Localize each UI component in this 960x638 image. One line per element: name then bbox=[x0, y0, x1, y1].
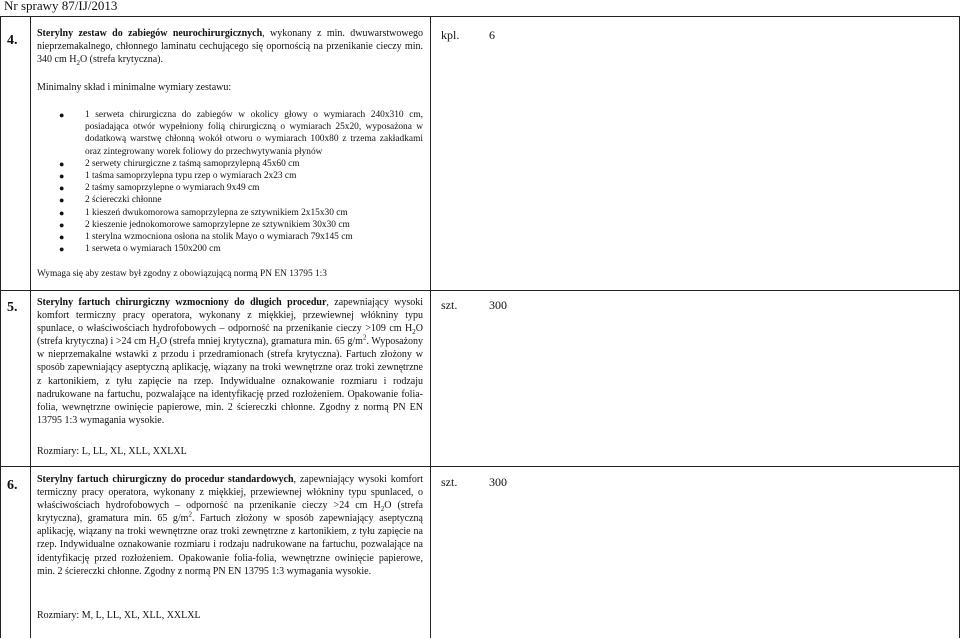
bullet-icon: ● bbox=[59, 171, 65, 182]
bullet-icon: ● bbox=[59, 219, 65, 230]
column-divider bbox=[30, 16, 31, 638]
row-divider bbox=[0, 290, 960, 291]
row-divider bbox=[0, 16, 960, 17]
row-description bbox=[37, 473, 423, 578]
bullet-icon: ● bbox=[59, 207, 65, 218]
row-unit: kpl. bbox=[441, 28, 460, 42]
row-quantity: 300 bbox=[489, 475, 507, 489]
row-title: Sterylny fartuch chirurgiczny wzmocniony do długich procedur bbox=[37, 297, 327, 308]
row-number: 4. bbox=[7, 33, 18, 48]
table-border-left bbox=[0, 16, 1, 638]
minimum-composition-label: Minimalny skład i minimalne wymiary zestawu: bbox=[37, 82, 232, 93]
bullet-icon: ● bbox=[59, 195, 65, 206]
composition-list bbox=[37, 109, 423, 255]
bullet-icon: ● bbox=[59, 232, 65, 243]
row-quantity: 6 bbox=[489, 28, 495, 42]
list-item: ● 2 ściereczki chłonne bbox=[59, 195, 162, 206]
row-description-text: , wykonany z min. dwuwarstwowego nieprzemakalnego, chłonnego laminatu cechującego się opornością na przenikanie cieczy min. 340 cm $H_2O$ (strefa krytyczna). bbox=[37, 28, 424, 68]
column-divider bbox=[430, 16, 431, 638]
row-description-text: , zapewniający wysoki komfort termiczny pracy operatora, wykonany z miękkiej, przewiewnej włókniny typu spunlace, o właściwościach hydrofobowych – odporność na przenikanie cieczy >109 cm $H_2O$ (strefa krytyczna) i >24 cm $H_2O$ (strefa mniej krytyczna), gramatura min. 65 $g/m^2$. Wyposażony w nieprzemakalne wstawki z przodu i przedramionach (strefa krytyczna). Fartuch złożony w sposób zapewniający aseptyczną aplikację, wiązany na troki wewnętrzne oraz troki zewnętrzne z kartonikiem, z tyłu zapięcie na rzep. Indywidualne oznakowanie rozmiaru i rodzaju nadrukowane na fartuchu, pozwalające na identyfikację przed rozłożeniem. Opakowanie folia-folia, wewnętrzne owinięcie papierowe, min. 2 ściereczki chłonne. Zgodny z normą PN EN 13795 1:3 wymagania wysokie. bbox=[37, 297, 423, 426]
bullet-icon: ● bbox=[59, 244, 65, 255]
list-item: ● 2 kieszenie jednokomorowe samoprzylepne ze sztywnikiem 30x30 cm bbox=[59, 219, 350, 230]
list-item: ● 2 taśmy samoprzylepne o wymiarach 9x49 cm bbox=[59, 183, 260, 194]
row-unit: szt. bbox=[441, 475, 458, 489]
row-number: 6. bbox=[7, 478, 18, 493]
row-title: Sterylny zestaw do zabiegów neurochirurgicznych bbox=[37, 28, 263, 39]
list-item: ● 2 serwety chirurgiczne z taśmą samoprzylepną 45x60 cm bbox=[59, 158, 300, 169]
standard-requirement: Wymaga się aby zestaw był zgodny z obowiązującą normą PN EN 13795 1:3 bbox=[37, 269, 327, 279]
list-item: ● 1 sterylna wzmocniona osłona na stolik Mayo o wymiarach 79x145 cm bbox=[59, 232, 353, 243]
list-item: ● 1 kieszeń dwukomorowa samoprzylepna ze sztywnikiem 2x15x30 cm bbox=[59, 207, 348, 218]
row-quantity: 300 bbox=[489, 298, 507, 312]
sizes-label: Rozmiary: M, L, LL, XL, XLL, XXLXL bbox=[37, 610, 201, 621]
list-item: ● 1 taśma samoprzylepna typu rzep o wymiarach 2x23 cm bbox=[59, 171, 297, 182]
row-description bbox=[37, 27, 423, 66]
row-number: 5. bbox=[7, 300, 18, 315]
row-title: Sterylny fartuch chirurgiczny do procedur standardowych bbox=[37, 474, 294, 485]
sizes-label: Rozmiary: L, LL, XL, XLL, XXLXL bbox=[37, 446, 187, 457]
row-description bbox=[37, 296, 423, 427]
row-description-text: , zapewniający wysoki komfort termiczny pracy operatora, wykonany z miękkiej, przewiewnej włókniny typu spunlaced, o właściwościach hydrofobowych – odporność na przenikanie cieczy >24 cm $H_2O$ (strefa krytyczna), gramatura min. 65 $g/m^2$. Fartuch złożony w sposób zapewniający aseptyczną aplikację, wiązany na troki wewnętrzne oraz troki zewnętrzne z kartonikiem, z tyłu zapięcie na rzep. Indywidualne oznakowanie rozmiaru i rodzaju nadrukowane na fartuchu, pozwalające na identyfikację przed rozłożeniem. Opakowanie folia-folia, wewnętrzne owinięcie papierowe, min. 2 ściereczki chłonne. Zgodny z normą PN EN 13795 1:3 wymagania wysokie. bbox=[37, 474, 423, 577]
bullet-icon: ● bbox=[59, 183, 65, 194]
page-header: Nr sprawy 87/IJ/2013 bbox=[4, 0, 118, 13]
list-item: ● 1 serweta o wymiarach 150x200 cm bbox=[59, 244, 221, 255]
row-divider bbox=[0, 466, 960, 467]
row-unit: szt. bbox=[441, 298, 458, 312]
bullet-icon: ● bbox=[59, 110, 65, 120]
bullet-icon: ● bbox=[59, 158, 65, 169]
list-item: ● 1 serweta chirurgiczna do zabiegów w okolicy głowy o wymiarach 240x310 cm, posiadająca otwór wypełniony folią chirurgiczną o wymiarach 25x20, wyposażona w dodatkową warstwę chłonną wokół otworu o wymiarach 100x80 z trzema zakładkami oraz zintegrowany worek foliowy do przechwytywania płynów bbox=[59, 110, 423, 157]
